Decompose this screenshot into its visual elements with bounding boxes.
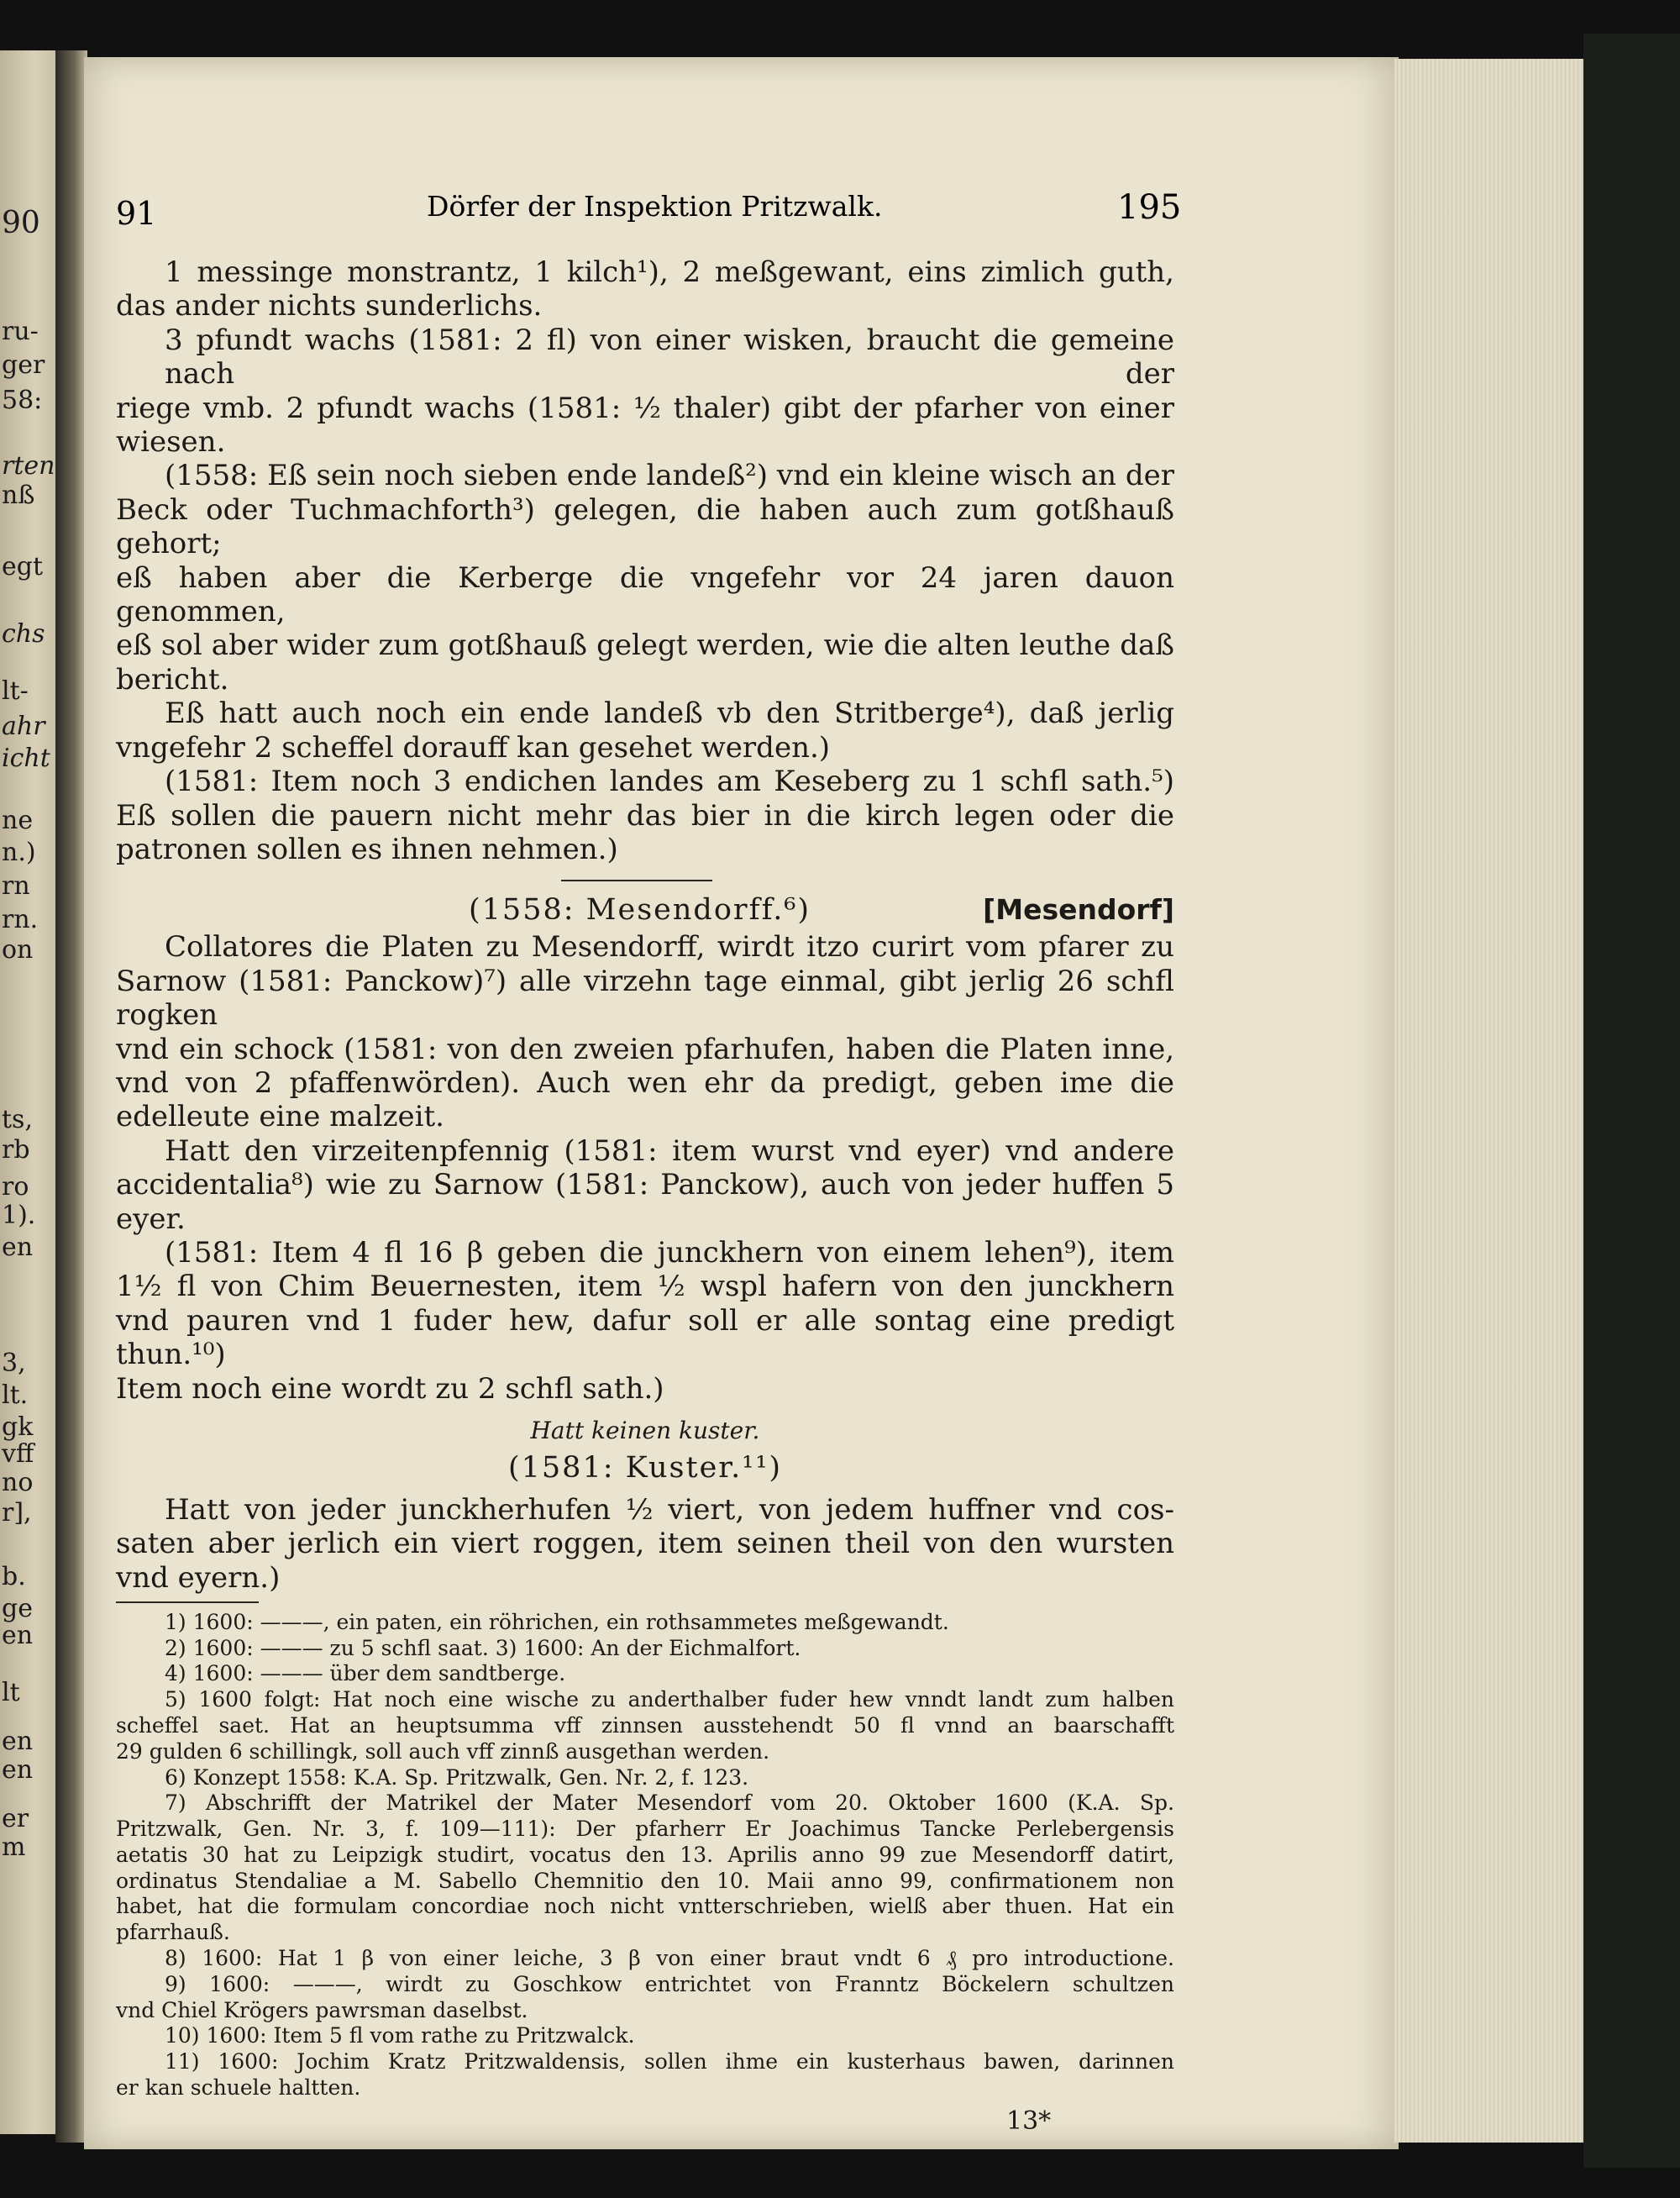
margin-fragment: nß (2, 481, 35, 510)
margin-fragment: ts, (2, 1105, 33, 1134)
margin-fragment: en (2, 1233, 34, 1262)
body-line: Item noch eine wordt zu 2 schfl sath.) (116, 1371, 664, 1406)
body-line: eß haben aber die Kerberge die vngefehr vor 24 jaren dauon genommen, (116, 560, 1174, 629)
margin-fragment: n.) (2, 838, 36, 867)
footnote-line: scheffel saet. Hat an heuptsumma vff zinnsen ausstehendt 50 fl vnnd an baarschafft (116, 1712, 1174, 1738)
margin-fragment: rn (2, 871, 30, 901)
footnote-line: 8) 1600: Hat 1 β von einer leiche, 3 β von einer braut vndt 6 ₰ pro introductione. (165, 1946, 1174, 1971)
footnote-line: er kan schuele haltten. (116, 2075, 361, 2101)
margin-fragment: r], (2, 1498, 32, 1528)
body-line: vnd eyern.) (116, 1560, 281, 1595)
margin-fragment: chs (2, 619, 45, 649)
body-line: bericht. (116, 662, 229, 697)
body-line: (1581: Item noch 3 endichen landes am Keseberg zu 1 schfl sath.⁵) (165, 765, 1174, 799)
body-line: vnd pauren vnd 1 fuder hew, dafur soll er alle sontag eine predigt thun.¹⁰) (116, 1303, 1174, 1372)
margin-fragment: ge (2, 1594, 33, 1623)
body-line: das ander nichts sunderlichs. (116, 289, 543, 323)
footnote-line: pfarrhauß. (116, 1920, 230, 1945)
body-line: 1 messinge monstrantz, 1 kilch¹), 2 meßgewant, eins zimlich guth, (165, 255, 1174, 289)
page-number: 195 (1117, 188, 1182, 227)
footnote-line: 2) 1600: ——— zu 5 schfl saat. 3) 1600: An der Eichmalfort. (165, 1635, 801, 1660)
body-line: vngefehr 2 scheffel dorauff kan gesehet werden.) (116, 730, 831, 765)
body-line: Eß sollen die pauern nicht mehr das bier in die kirch legen oder die (116, 798, 1174, 833)
section-bracket-label: [Mesendorf] (983, 893, 1174, 927)
section-heading: (1558: Mesendorff.⁶) (469, 893, 811, 928)
footnote-line: 10) 1600: Item 5 fl vom rathe zu Pritzwalck. (165, 2023, 635, 2048)
footnote-line: Pritzwalk, Gen. Nr. 3, f. 109—111): Der pfarherr Er Joachimus Tancke Perlebergensis (116, 1817, 1174, 1842)
page-text (116, 255, 1174, 2135)
text-block-1 (116, 255, 1174, 866)
section-heading-row (116, 893, 1174, 930)
no-kuster-line: Hatt keinen kuster. (530, 1417, 760, 1444)
margin-fragment: ro (2, 1172, 29, 1202)
footnote-line: aetatis 30 hat zu Leipzigk studirt, vocatus den 13. Aprilis anno 99 zue Mesendorff datirt, (116, 1842, 1174, 1867)
body-line: Sarnow (1581: Panckow)⁷) alle virzehn tage einmal, gibt jerlig 26 schfl rogken (116, 964, 1174, 1033)
page-fore-edge (1394, 59, 1588, 2143)
body-line: (1558: Eß sein noch sieben ende landeß²) vnd ein kleine wisch an der (165, 459, 1174, 493)
margin-fragment: rb (2, 1135, 30, 1165)
margin-fragment: egt (2, 552, 44, 581)
margin-fragment: vff (2, 1439, 34, 1469)
margin-fragment: ger (2, 350, 45, 380)
footnote-line: 7) Abschrifft der Matrikel der Mater Mesendorf vom 20. Oktober 1600 (K.A. Sp. (165, 1790, 1174, 1816)
margin-fragment: rten (2, 451, 55, 481)
margin-fragment: lt (2, 1678, 20, 1707)
margin-fragment: 3, (2, 1349, 26, 1378)
margin-fragment: en (2, 1621, 34, 1650)
footnote-line: 6) Konzept 1558: K.A. Sp. Pritzwalk, Gen. Nr. 2, f. 123. (165, 1764, 749, 1790)
footnote-line: 9) 1600: ———, wirdt zu Goschkow entrichtet von Franntz Böckelern schultzen (165, 1971, 1174, 1996)
footnote-line: vnd Chiel Krögers pawrsman daselbst. (116, 1997, 528, 2022)
margin-fragment: er (2, 1804, 29, 1833)
margin-fragment: 90 (2, 206, 40, 240)
body-line: accidentalia⁸) wie zu Sarnow (1581: Panckow), auch von jeder huffen 5 eyer. (116, 1168, 1174, 1236)
margin-fragment: en (2, 1755, 34, 1785)
body-line: riege vmb. 2 pfundt wachs (1581: ½ thaler) gibt der pfarher von einer wiesen. (116, 391, 1174, 460)
body-line: vnd von 2 pfaffenwörden). Auch wen ehr da predigt, geben ime die (116, 1065, 1174, 1100)
body-line: 1½ fl von Chim Beuernesten, item ½ wspl hafern von den junckhern (116, 1270, 1174, 1304)
footnote-line: 11) 1600: Jochim Kratz Pritzwaldensis, sollen ihme ein kusterhaus bawen, darinnen (165, 2049, 1174, 2074)
margin-fragment: ru- (2, 317, 39, 346)
margin-fragment: ne (2, 806, 34, 835)
margin-fragment: lt- (2, 676, 29, 706)
margin-fragment: no (2, 1468, 34, 1497)
footnote-line: habet, hat die formulam concordiae noch nicht vntterschrieben, wielß aber thuen. Hat ein (116, 1894, 1174, 1919)
footnote-line: 29 gulden 6 schillingk, soll auch vff zinnß ausgethan werden. (116, 1738, 770, 1764)
footnotes (116, 1610, 1174, 2101)
running-title: Dörfer der Inspektion Pritzwalk. (427, 190, 883, 223)
body-line: 3 pfundt wachs (1581: 2 fl) von einer wisken, braucht die gemeine nach der (165, 323, 1174, 392)
header-left-number: 91 (116, 195, 157, 232)
body-line: vnd ein schock (1581: von den zweien pfarhufen, haben die Platen inne, (116, 1032, 1174, 1066)
text-block-2 (116, 930, 1174, 1406)
margin-fragment: icht (2, 744, 50, 773)
text-block-3 (116, 1493, 1174, 1595)
footnote-line: 5) 1600 folgt: Hat noch eine wische zu anderthalber fuder hew vnndt landt zum halben (165, 1687, 1174, 1712)
body-line: eß sol aber wider zum gotßhauß gelegt werden, wie die alten leuthe daß (116, 628, 1174, 663)
margin-fragment: b. (2, 1562, 26, 1591)
body-line: saten aber jerlich ein viert roggen, item seinen theil von den wursten (116, 1527, 1174, 1561)
margin-fragment: 58: (2, 386, 43, 415)
footnote-line: ordinatus Stendaliae a M. Sabello Chemnitio den 10. Maii anno 99, confirmationem non (116, 1868, 1174, 1893)
margin-fragment: lt. (2, 1380, 29, 1410)
margin-fragment: on (2, 935, 34, 965)
body-line: Hatt den virzeitenpfennig (1581: item wurst vnd eyer) vnd andere (165, 1133, 1174, 1168)
margin-fragment: 1). (2, 1201, 36, 1230)
book-gutter (55, 50, 87, 2143)
margin-fragment: rn. (2, 905, 39, 934)
signature-mark: 13* (1006, 2106, 1052, 2136)
footnote-line: 4) 1600: ——— über dem sandtberge. (165, 1661, 566, 1686)
body-line: Eß hatt auch noch ein ende landeß vb den Stritberge⁴), daß jerlig (165, 697, 1174, 731)
body-line: patronen sollen es ihnen nehmen.) (116, 832, 618, 866)
body-line: Beck oder Tuchmachforth³) gelegen, die haben auch zum gotßhauß gehort; (116, 492, 1174, 561)
body-line: (1581: Item 4 fl 16 β geben die junckhern von einem lehen⁹), item (165, 1235, 1174, 1270)
body-line: Hatt von jeder junckherhufen ½ viert, von jedem huffner vnd cos- (165, 1493, 1174, 1527)
kuster-heading: (1581: Kuster.¹¹) (507, 1451, 783, 1485)
margin-fragment: ahr (2, 712, 45, 741)
margin-fragment: en (2, 1727, 34, 1756)
body-line: edelleute eine malzeit. (116, 1100, 444, 1134)
body-line: Collatores die Platen zu Mesendorff, wirdt itzo curirt vom pfarer zu (165, 930, 1174, 965)
margin-fragment: gk (2, 1412, 34, 1442)
margin-fragment: m (2, 1833, 26, 1862)
book-cover (1583, 34, 1680, 2168)
footnote-line: 1) 1600: ———, ein paten, ein röhrichen, ein rothsammetes meßgewandt. (165, 1609, 949, 1634)
